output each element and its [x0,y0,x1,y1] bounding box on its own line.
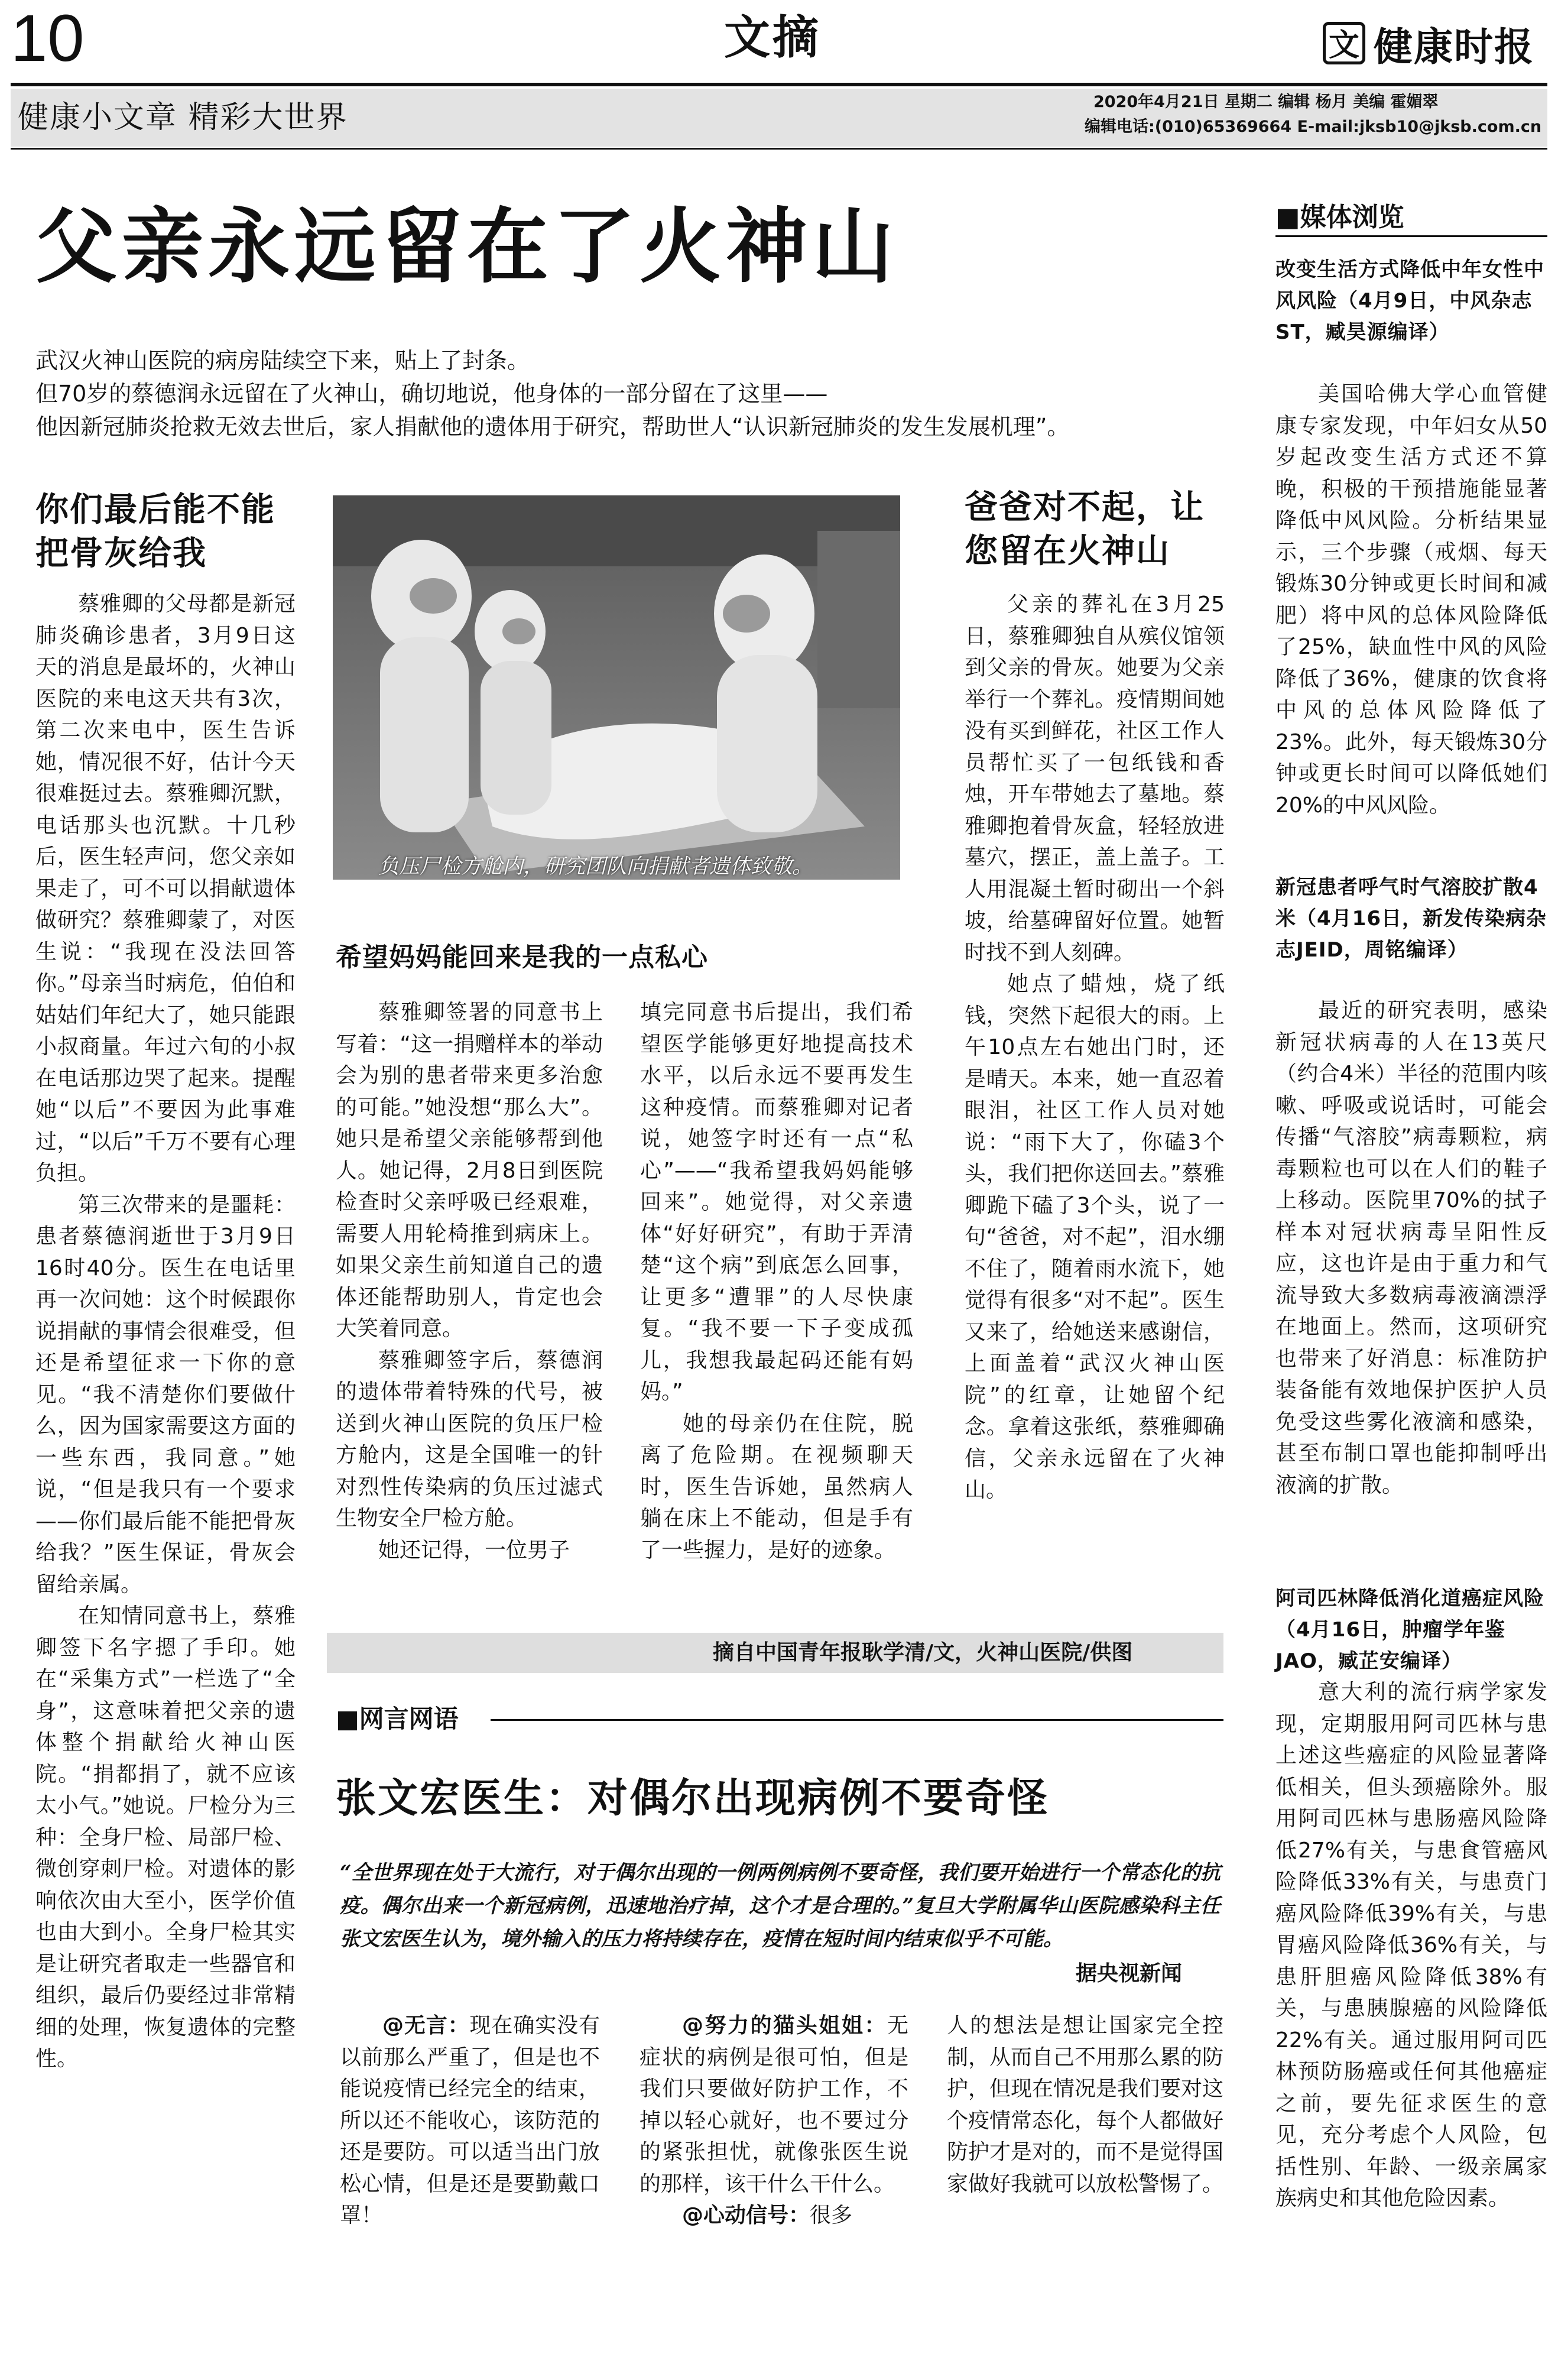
media-section-rule [1275,235,1547,237]
editor-contact: 编辑电话:(010)65369664 E-mail:jksb10@jksb.com.cn [1085,118,1542,136]
comment-handle: @努力的猫头姐姐： [682,2013,887,2038]
comment-text: 人的想法是想让国家完全控制，从而自己不用那么累的防护，但现在情况是我们要对这个疫情常态化，每个人都做好防护才是对的，而不是觉得国家做好我就可以放松警惕了。 [947,2013,1224,2196]
comment [947,2010,1223,2200]
net-intro-source: 据央视新闻 [1076,1961,1183,1986]
net-section-title: 张文宏医生：对偶尔出现病例不要奇怪 [336,1775,1050,1822]
paragraph: 蔡雅卿的父母都是新冠肺炎确诊患者，3月9日这天的消息是最坏的，火神山医院的来电这天共有3次，第二次来电中，医生告诉她，情况很不好，估计今天很难挺过去。蔡雅卿沉默，电话那头也沉默。十几秒后，医生轻声问，您父亲如果走了，可不可以捐献遗体做研究？蔡雅卿蒙了，对医生说：“我现在没法回答你。”母亲当时病危，伯伯和姑姑们年纪大了，她只能跟小叔商量。年过六旬的小叔在电话那边哭了起来。提醒她“以后”不要因为此事难过，“以后”千万不要有心理负担。 [35,592,296,1185]
newspaper-logo [1323,17,1553,70]
page-number: 10 [11,1,85,75]
comment-handle: @心动信号： [682,2203,810,2227]
comment [640,2010,908,2200]
paragraph: 蔡雅卿签字后，蔡德润的遗体带着特殊的代号，被送到火神山医院的负压尸检方舱内，这是全国唯一的针对烈性传染病的负压过滤式生物安全尸检方舱。 [336,1348,603,1531]
lead-line: 他因新冠肺炎抢救无效去世后，家人捐献他的遗体用于研究，帮助世人“认识新冠肺炎的发生发展机理”。 [35,414,1070,440]
sidebar-item-title: 新冠患者呼气时气溶胶扩散4米（4月16日，新发传染病杂志JEID，周铭编译） [1275,876,1547,962]
sidebar-item-title: 阿司匹林降低消化道癌症风险（4月16日，肿瘤学年鉴JAO，臧芷安编译） [1275,1587,1544,1673]
net-comment-col1 [340,2010,600,2232]
logo-mark-icon: 文 [1323,22,1365,64]
article-source: 摘自中国青年报耿学清/文，火神山医院/供图 [713,1640,1133,1665]
net-section-tag: ■网言网语 [336,1704,459,1733]
net-section-intro: “全世界现在处于大流行，对于偶尔出现的一例两例病例不要奇怪，我们要开始进行一个常态化的抗疫。偶尔出来一个新冠病例，迅速地治疗掉，这个才是合理的。”复旦大学附属华山医院感染科主任张文宏医生认为，境外输入的压力将持续存在，疫情在短时间内结束似乎不可能。 [340,1861,1221,1951]
lead-line: 武汉火神山医院的病房陆续空下来，贴上了封条。 [35,348,530,374]
paragraph: 最近的研究表明，感染新冠状病毒的人在13英尺（约合4米）半径的范围内咳嗽、呼吸或说话时，可能会传播“气溶胶”病毒颗粒，病毒颗粒也可以在人们的鞋子上移动。医院里70%的拭子样本对冠状病毒呈阳性反应，这也许是由于重力和气流导致大多数病毒液滴漂浮在地面上。然而，这项研究也带来了好消息：标准防护装备能有效地保护医护人员免受这些雾化液滴和感染，甚至布制口罩也能抑制呼出液滴的扩散。 [1275,998,1547,1497]
paragraph: 美国哈佛大学心血管健康专家发现，中年妇女从50岁起改变生活方式还不算晚，积极的干预措施能显著降低中风风险。分析结果显示，三个步骤（戒烟、每天锻炼30分钟或更长时间和减肥）将中风的总体风险降低了25%，缺血性中风的风险降低了36%，健康的饮食将中风的总体风险降低了23%。此外，每天锻炼30分钟或更长时间可以降低她们20%的中风风险。 [1275,382,1547,818]
autopsy-cabin-illustration [333,495,900,880]
comment-text: 很多 [810,2203,853,2227]
edition-info: 2020年4月21日 星期二 编辑 杨月 美编 霍媚翠 [1093,93,1439,111]
masthead-rule [11,83,1547,86]
media-section-tag: ■媒体浏览 [1275,202,1404,232]
photo-caption: 负压尸检方舱内，研究团队向捐献者遗体致敬。 [378,855,813,878]
subhead-rule [11,148,1547,150]
comment-text: 现在确实没有以前那么严重了，但是也不能说疫情已经完全的结束，所以还不能收心，该防范的还是要防。可以适当出门放松心情，但是还是要勤戴口罩！ [340,2013,600,2227]
section-title: 文摘 [724,11,822,64]
article-headline: 父亲永远留在了火神山 [35,199,899,294]
paragraph: 蔡雅卿签署的同意书上写着：“这一捐赠样本的举动会为别的患者带来更多治愈的可能。”她没想“那么大”。她只是希望父亲能够帮到他人。她记得，2月8日到医院检查时父亲呼吸已经艰难，需要人用轮椅推到病床上。如果父亲生前知道自己的遗体还能帮助别人，肯定也会大笑着同意。 [336,1000,603,1341]
sidebar-item-body [1275,1677,1547,2214]
comment [640,2200,908,2232]
comment-text: 无症状的病例是很可怕，但是我们只要做好防护工作，不掉以轻心就好，也不要过分的紧张担忧，就像张医生说的那样，该干什么干什么。 [640,2013,908,2196]
article-lead [35,344,1229,443]
paragraph: 第三次带来的是噩耗：患者蔡德润逝世于3月9日16时40分。医生在电话里再一次问她：这个时候跟你说捐献的事情会很难受，但还是希望征求一下你的意见。“我不清楚你们要做什么，因为国家需要这方面的一些东西，我同意。”她说，“但是我只有一个要求——你们最后能不能把骨灰给我？”医生保证，骨灰会留给亲属。 [35,1192,296,1597]
article-photo [333,495,900,880]
comment [340,2010,600,2232]
sidebar-item-body [1275,378,1547,821]
paragraph: 她还记得，一位男子 [378,1538,570,1562]
left-section-title: 你们最后能不能把骨灰给我 [35,491,275,573]
paragraph: 她的母亲仍在住院，脱离了危险期。在视频聊天时，医生告诉她，虽然病人躺在床上不能动，但是手有了一些握力，是好的迹象。 [640,1411,913,1562]
middle-section-col1 [336,997,603,1566]
paragraph: 她点了蜡烛，烧了纸钱，突然下起很大的雨。上午10点左右她出门时，还是晴天。本来，她一直忍着眼泪，社区工作人员对她说：“雨下大了，你磕3个头，我们把你送回去。”蔡雅卿跪下磕了3个头，说了一句“爸爸，对不起”，泪水绷不住了，随着雨水流下，她觉得有很多“对不起”。医生又来了，给她送来感谢信，上面盖着“武汉火神山医院”的红章，让她留个纪念。拿着这张纸，蔡雅卿确信，父亲永远留在了火神山。 [965,972,1225,1502]
paragraph: 在知情同意书上，蔡雅卿签下名字摁了手印。她在“采集方式”一栏选了“全身”，这意味着把父亲的遗体整个捐献给火神山医院。“捐都捐了，就不应该太小气。”她说。尸检分为三种：全身尸检、局部尸检、微创穿刺尸检。对遗体的影响依次由大至小，医学价值也由大到小。全身尸检其实是让研究者取走一些器官和组织，最后仍要经过非常精细的处理，恢复遗体的完整性。 [35,1604,296,2071]
middle-section-col2 [640,997,913,1566]
paragraph: 意大利的流行病学家发现，定期服用阿司匹林与患上述这些癌症的风险显著降低相关，但头颈癌除外。服用阿司匹林与患肠癌风险降低27%有关，与患食管癌风险降低33%有关，与患贲门癌风险降低39%有关，与患胃癌风险降低36%有关，与患肝胆癌风险降低38%有关，与患胰腺癌的风险降低22%有关。通过服用阿司匹林预防肠癌或任何其他癌症之前，要先征求医生的意见，充分考虑个人风险，包括性别、年龄、一级亲属家族病史和其他危险因素。 [1275,1680,1547,2210]
sidebar-item-title: 改变生活方式降低中年女性中风风险（4月9日，中风杂志ST，臧昊源编译） [1275,258,1544,344]
right-section-body [965,589,1225,1506]
comment-handle: @无言： [382,2013,470,2038]
paragraph: 填完同意书后提出，我们希望医学能够更好地提高技术水平，以后永远不要再发生这种疫情。而蔡雅卿对记者说，她签字时还有一点“私心”——“我希望我妈妈能够回来”。她觉得，对父亲遗体“好好研究”，有助于弄清楚“这个病”到底怎么回事，让更多“遭罪”的人尽快康复。“我不要一下子变成孤儿，我想我最起码还能有妈妈。” [640,1000,913,1404]
net-comment-col3 [947,2010,1223,2200]
lead-line: 但70岁的蔡德润永远留在了火神山，确切地说，他身体的一部分留在了这里—— [35,381,828,407]
page-slogan: 健康小文章 精彩大世界 [18,100,348,135]
left-section-body [35,588,296,2075]
net-comment-col2 [640,2010,908,2232]
net-section-rule [491,1719,1223,1721]
logo-text: 健康时报 [1374,24,1534,70]
paragraph: 父亲的葬礼在3月25日，蔡雅卿独自从殡仪馆领到父亲的骨灰。她要为父亲举行一个葬礼。疫情期间她没有买到鲜花，社区工作人员帮忙买了一包纸钱和香烛，开车带她去了墓地。蔡雅卿抱着骨灰盒，轻轻放进墓穴，摆正，盖上盖子。工人用混凝土暂时砌出一个斜坡，给墓碑留好位置。她暂时找不到人刻碑。 [965,592,1225,965]
middle-section-title: 希望妈妈能回来是我的一点私心 [336,942,708,972]
sidebar-item-body [1275,995,1547,1501]
right-section-title: 爸爸对不起，让您留在火神山 [965,488,1205,570]
